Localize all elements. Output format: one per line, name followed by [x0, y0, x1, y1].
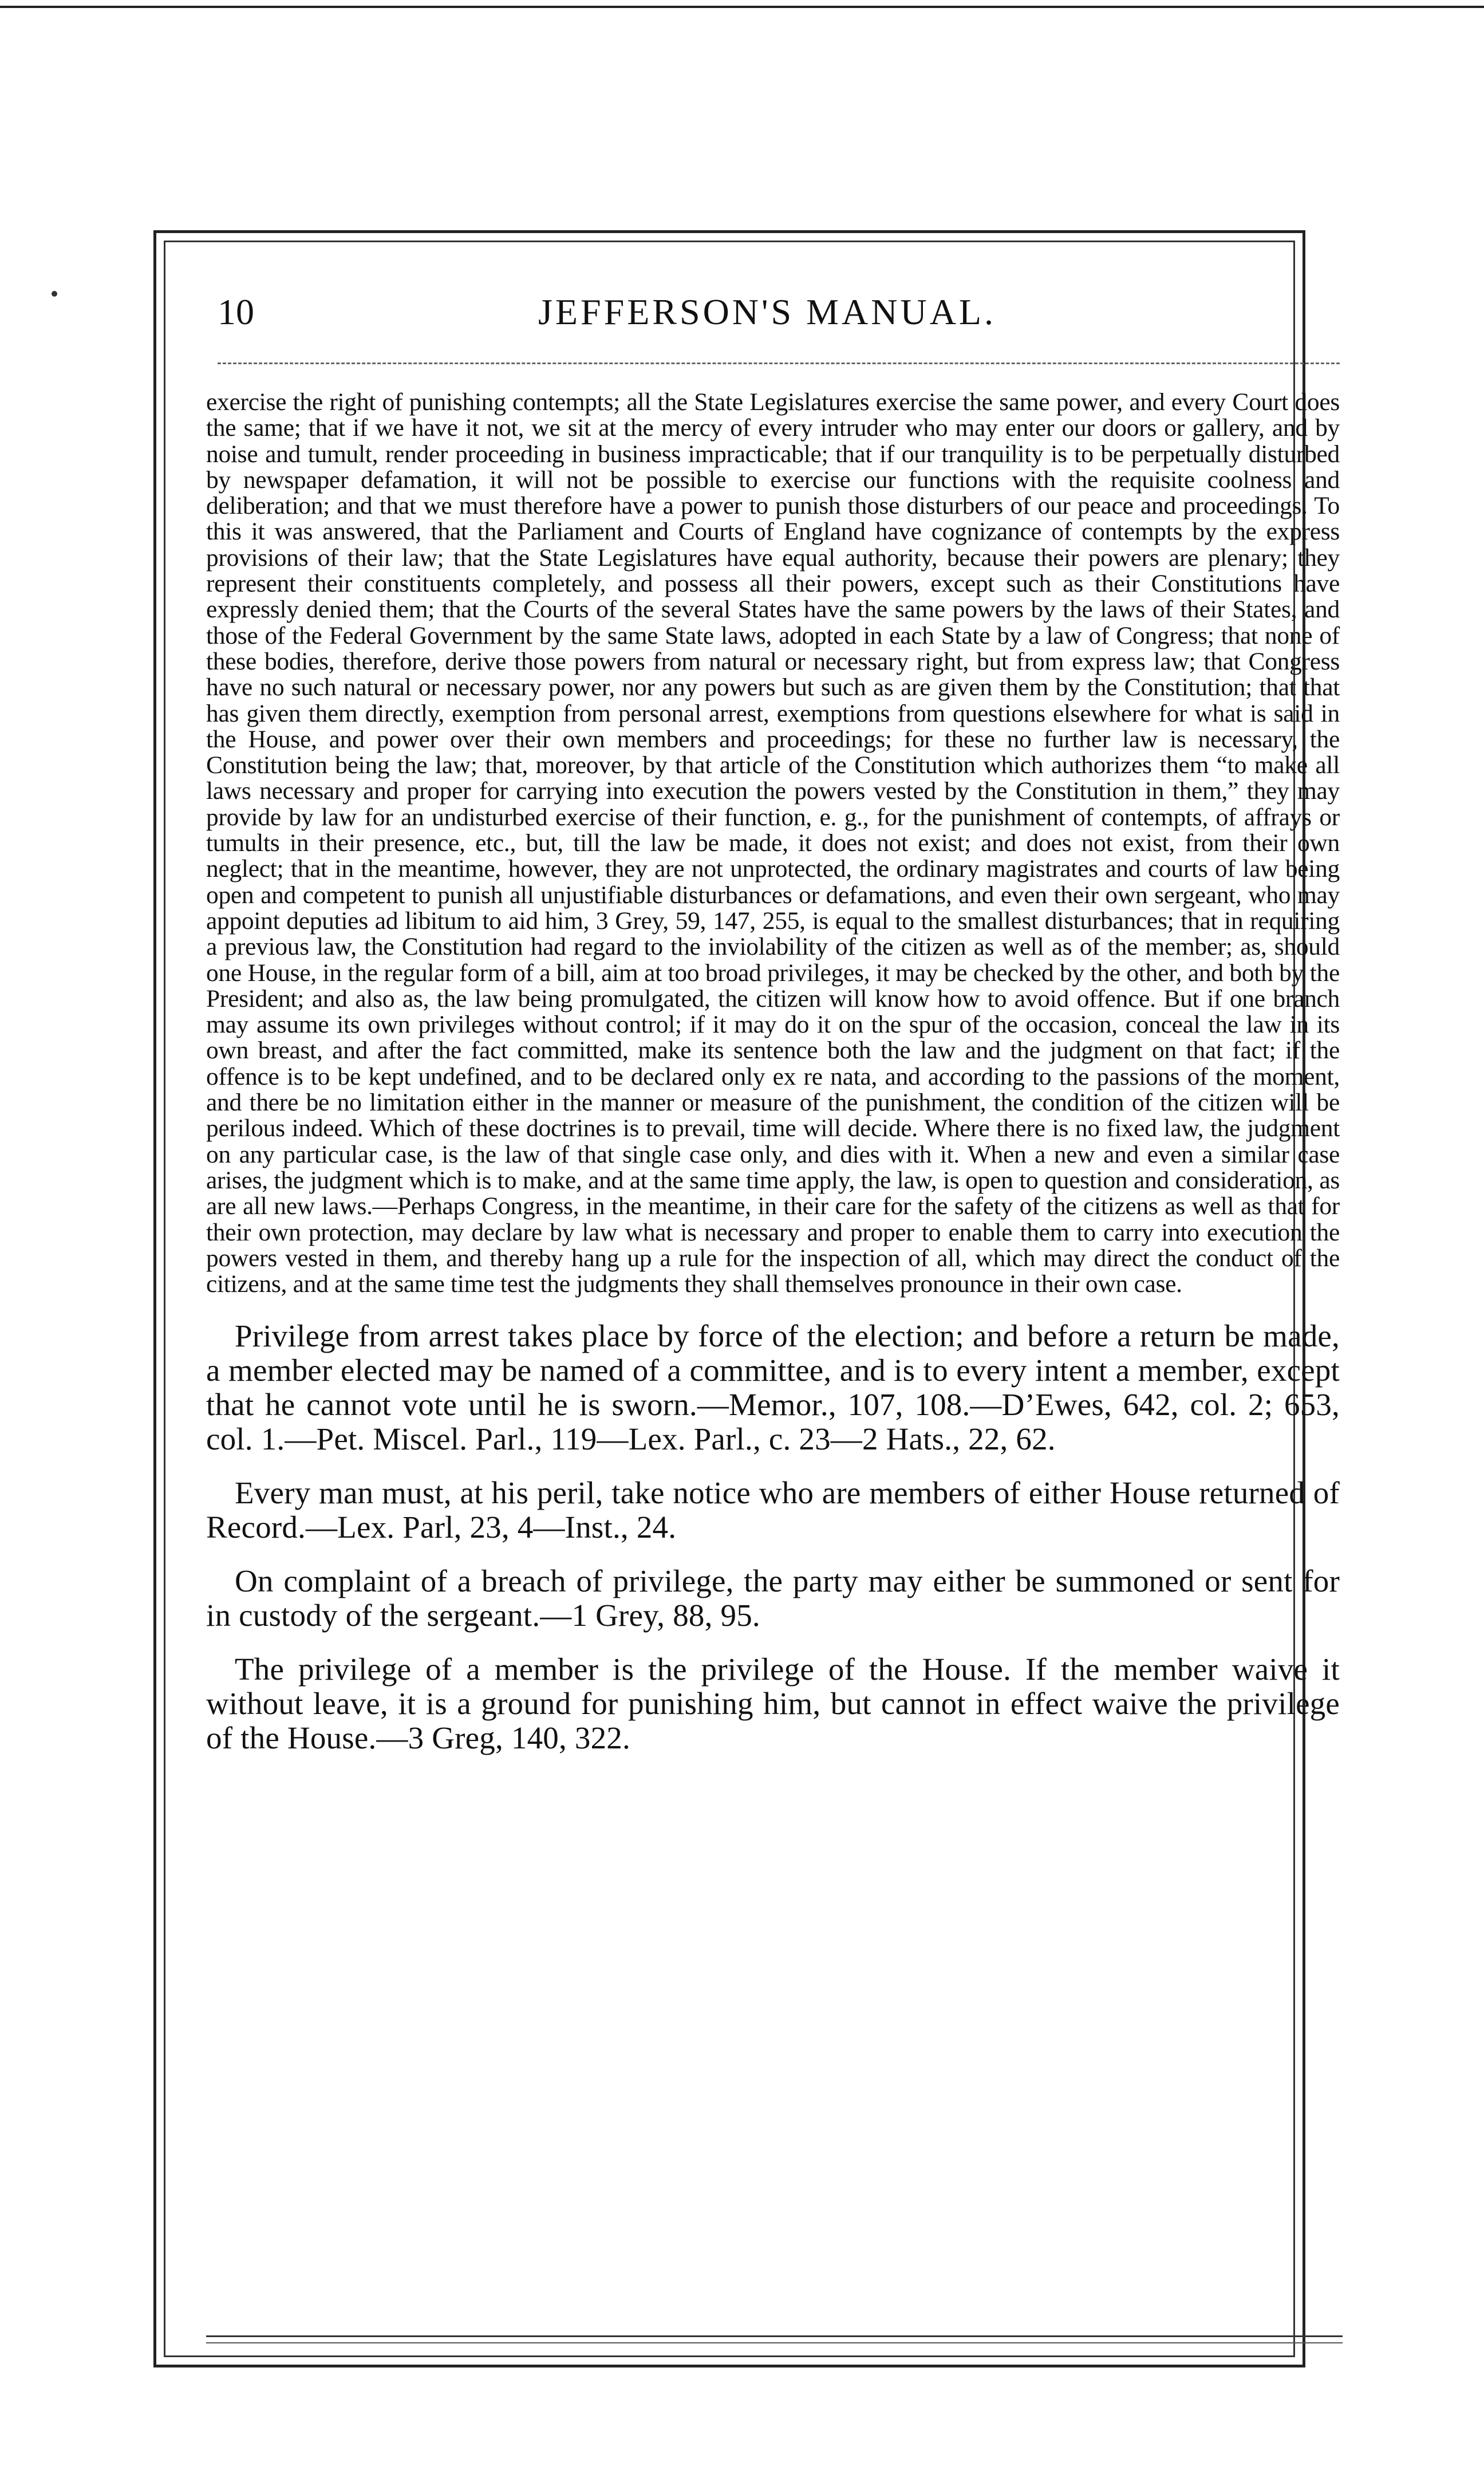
header-rule — [218, 363, 1340, 364]
running-title: JEFFERSON'S MANUAL. — [538, 291, 996, 332]
bottom-rule-secondary — [206, 2342, 1343, 2343]
paragraph-privilege-from-arrest: Privilege from arrest takes place by force of the election; and before a return be made, a member elected may be named of a committee, and is to every intent a member, except that he cannot vote until he is sworn.—Memor., 107, 108.—D’Ewes, 642, col. 2; 653, col. 1.—Pet. Miscel. Parl., 119—Lex. Parl., c. 23—2 Hats., 22, 62. — [206, 1318, 1340, 1457]
quoted-argument-text: exercise the right of punishing contempts; all the State Legislatures exercise the same power, and every Court does the same; that if we have it not, we sit at the mercy of every intruder who may enter our doors or gallery, and by noise and tumult, render proceeding in business impracticable; that if our tranquility is to be perpetually disturbed by newspaper defamation, it will not be possible to exercise our functions with the requisite coolness and deliberation; and that we must therefore have a power to punish those disturbers of our peace and proceedings. To this it was answered, that the Parliament and Courts of England have cognizance of contempts by the express provisions of their law; that the State Legislatures have equal authority, because their powers are plenary; they represent their constituents completely, and possess all their powers, except such as their Constitutions have expressly denied them; that the Courts of the several States have the same powers by the laws of their States, and those of the Federal Government by the same State laws, adopted in each State by a law of Congress; that none of these bodies, therefore, derive those powers from natural or necessary right, but from express law; that Congress have no such natural or necessary power, nor any powers but such as are given them by the Constitution; that that has given them directly, exemption from personal arrest, exemptions from questions elsewhere for what is said in the House, and power over their own members and proceedings; for these no further law is necessary, the Constitution being the law; that, moreover, by that article of the Constitution which authorizes them “to make all laws necessary and proper for carrying into execution the powers vested by the Constitution in them,” they may provide by law for an undisturbed exercise of their function, e. g., for the punishment of contempts, of affrays or tumults in their presence, etc., but, till the law be made, it does not exist; and does not exist, from their own neglect; that in the meantime, however, they are not unprotected, the ordinary magistrates and courts of law being open and competent to punish all unjustifiable disturbances or defamations, and even their own sergeant, who may appoint deputies ad libitum to aid him, 3 Grey, 59, 147, 255, is equal to the smallest disturbances; that in requiring a previous law, the Constitution had regard to the inviolability of the citizen as well as of the member; as, should one House, in the regular form of a bill, aim at too broad privileges, it may be checked by the other, and both by the President; and also as, the law being promulgated, the citizen will know how to avoid offence. But if one branch may assume its own privileges without control; if it may do it on the spur of the occasion, conceal the law in its own breast, and after the fact committed, make its sentence both the law and the judgment on that fact; if the offence is to be kept undefined, and to be declared only ex re nata, and according to the passions of the moment, and there be no limitation either in the manner or measure of the punishment, the condition of the citizen will be perilous indeed. Which of these doctrines is to prevail, time will decide. Where there is no fixed law, the judgment on any particular case, is the law of that single case only, and dies with it. When a new and even a similar case arises, the judgment which is to make, and at the same time apply, the law, is open to question and consideration, as are all new laws.—Perhaps Congress, in the meantime, in their care for the safety of the citizens as well as that for their own protection, may declare by law what is necessary and proper to enable them to carry into execution the powers vested in them, and thereby hang up a rule for the inspection of all, which may direct the conduct of the citizens, and at the same time test the judgments they shall themselves pronounce in their own case. — [206, 388, 1340, 1298]
paragraph-privilege-of-house: The privilege of a member is the privilege of the House. If the member waive it without leave, it is a ground for punishing him, but cannot in effect waive the privilege of the House.—3 Greg, 140, 322. — [206, 1652, 1340, 1756]
top-edge-rule — [0, 6, 1484, 8]
bottom-rule — [206, 2335, 1343, 2337]
page-number: 10 — [218, 291, 254, 332]
paragraph-notice-of-members: Every man must, at his peril, take notice who are members of either House returned of Record.—Lex. Parl, 23, 4—Inst., 24. — [206, 1475, 1340, 1545]
margin-mark — [52, 291, 57, 297]
page-header — [218, 289, 1340, 352]
page-body — [206, 389, 1340, 1755]
paragraph-complaint-of-breach: On complaint of a breach of privilege, the party may either be summoned or sent for in custody of the sergeant.—1 Grey, 88, 95. — [206, 1563, 1340, 1633]
